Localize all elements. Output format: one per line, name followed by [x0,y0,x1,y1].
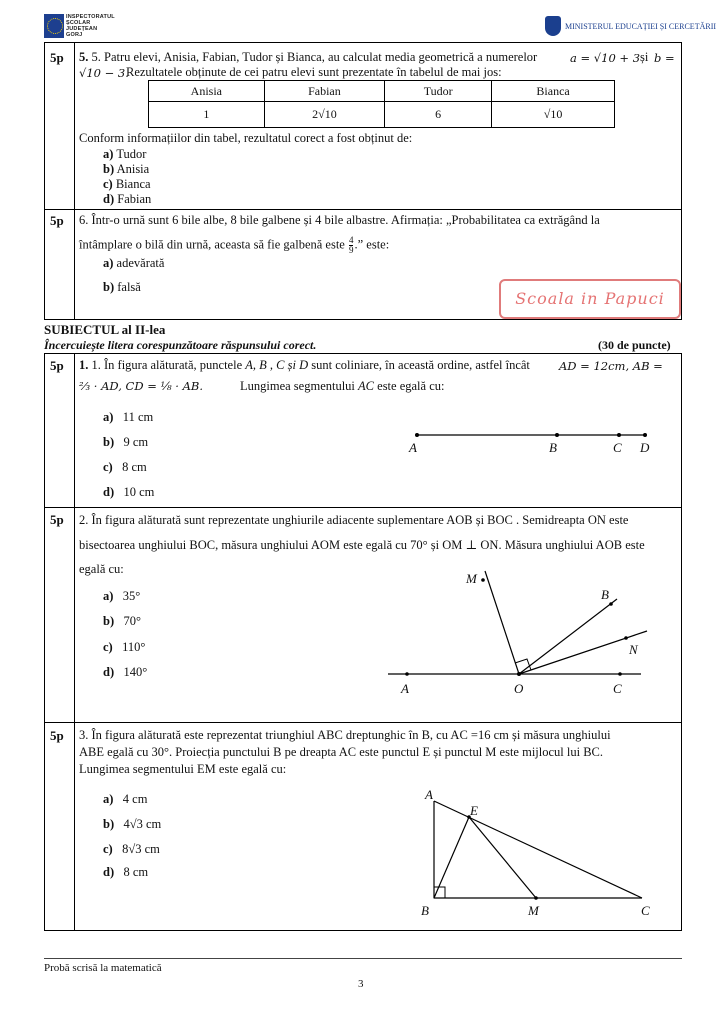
q5-option-a[interactable]: a) Tudor [103,147,147,161]
table-value-fabian: 2√10 [264,102,384,128]
p2q1-label-a: A [409,440,417,455]
q6-fraction: $\frac{4}{9}$ [348,235,354,255]
q5-option-d[interactable]: d) Fabian [103,192,152,206]
p2q2-option-c[interactable]: c) 110° [103,640,146,654]
p2q2-line2: bisectoarea unghiului BOC, măsura unghiului AOM este egală cu 70° și OM ⊥ ON. Măsura unghiului AOB este [79,538,645,552]
p2q1-label-b: B [549,440,557,455]
part2-score: (30 de puncte) [598,338,671,352]
p2q2-label-n: N [629,642,638,657]
footer-left: Probă scrisă la matematică [44,962,162,974]
p2q2-line1: 2. În figura alăturată sunt reprezentate unghiurile adiacente suplementare AOB și BOC . Semidreapta ON este [79,513,629,527]
q6-option-a[interactable]: a) adevărată [103,256,165,270]
table-value-anisia: 1 [149,102,265,128]
q5-and: și [640,50,649,64]
p2q1-line1-expr: AD = 12cm, AB = [559,359,663,373]
p2q3-line2: ABE egală cu 30°. Proiecția punctului B pe dreapta AC este punctul E și punctul M este mijlocul lui BC. [79,745,603,759]
q6-points: 5p [50,213,64,228]
table-value-bianca: √10 [492,102,615,128]
q6-line2-post: .” este: [354,237,390,252]
part2-instruction: Încercuiește litera corespunzătoare răspunsului corect. [44,338,317,352]
table-header-fabian: Fabian [264,81,384,102]
p2q1-line2-text: Lungimea segmentului AC este egală cu: [240,379,445,393]
p2q2-option-d[interactable]: d) 140° [103,665,148,679]
p2q1-option-d[interactable]: d) 10 cm [103,485,155,499]
q6-line1-text: 6. Într-o urnă sunt 6 bile albe, 8 bile galbene și 4 bile albastre. Afirmația: „Probabilitatea ca extrăgând la [79,213,600,227]
page-number: 3 [358,978,364,990]
q5-line2-text: Rezultatele obținute de cei patru elevi sunt prezentate în tabelul de mai jos: [126,65,502,79]
p2q2-line3: egală cu: [79,562,124,576]
q5-line1: 5. 5. Patru elevi, Anisia, Fabian, Tudor și Bianca, au calculat media geometrică a numerelor [79,50,538,64]
p2q3-label-a: A [425,787,433,802]
p2q1-label-c: C [613,440,622,455]
q6-line2-pre: întâmplare o bilă din urnă, aceasta să fie galbenă este [79,237,345,252]
inspectorate-logo-text: INSPECTORATUL ȘCOLAR JUDEȚEAN GORJ [66,14,115,38]
table-value-tudor: 6 [385,102,492,128]
p2q1-option-b[interactable]: b) 9 cm [103,435,149,449]
p2q3-option-b[interactable]: b) 4√3 cm [103,817,162,831]
p2q3-option-d[interactable]: d) 8 cm [103,865,149,879]
watermark-stamp: Scoala in Papuci [499,279,681,319]
q5-option-c[interactable]: c) Bianca [103,177,151,191]
footer-rule [44,958,682,959]
p2q1-option-a[interactable]: a) 11 cm [103,410,154,424]
table-header-tudor: Tudor [385,81,492,102]
p2q3-option-c[interactable]: c) 8√3 cm [103,842,160,856]
q5-points: 5p [50,50,64,65]
ministry-logo-text: MINISTERUL EDUCAȚIEI ȘI CERCETĂRII [565,22,717,31]
p2q1-points: 5p [50,358,64,373]
q5-option-b[interactable]: b) Anisia [103,162,150,176]
part2-title: SUBIECTUL al II-lea [44,322,166,337]
p2q1-label-d: D [640,440,650,455]
p2q3-line1: 3. În figura alăturată este reprezentat triunghiul ABC dreptunghic în B, cu AC =16 cm și măsura unghiului [79,728,611,742]
p2q3-label-c: C [641,903,650,918]
p2q2-label-o: O [514,681,524,696]
p2q3-points: 5p [50,728,64,743]
p2q2-option-a[interactable]: a) 35° [103,589,141,603]
p2q1-line1: 1. 1. În figura alăturată, punctele A, B , C și D sunt coliniare, în această ordine, astfel încât [79,358,530,372]
q5-prompt: Conform informațiilor din tabel, rezultatul corect a fost obținut de: [79,131,413,145]
p2q2-label-a: A [401,681,409,696]
p2q3-label-m: M [528,903,539,918]
p2q3-option-a[interactable]: a) 4 cm [103,792,148,806]
p2q1-line2-expr: ⅔ · AD, CD = ⅛ · AB. [79,379,204,393]
p2q3-line3: Lungimea segmentului EM este egală cu: [79,762,287,776]
q5-b-expr: b = [654,51,675,65]
p2q3-label-b: B [421,903,429,918]
q5-line1-text: 5. Patru elevi, Anisia, Fabian, Tudor și Bianca, au calculat media geometrică a numerelor [91,50,538,64]
p2q3-label-e: E [470,803,478,818]
table-header-anisia: Anisia [149,81,265,102]
p2q2-label-b: B [601,587,609,602]
p2q2-label-c: C [613,681,622,696]
p2q2-points: 5p [50,512,64,527]
q5-line2-expr: √10 − 3. [79,66,129,80]
q5-a-expr: a = √10 + 3 [570,51,641,65]
q6-option-b[interactable]: b) falsă [103,280,141,294]
table-header-bianca: Bianca [492,81,615,102]
p2q1-option-c[interactable]: c) 8 cm [103,460,147,474]
p2q2-label-m: M [466,571,477,586]
p2q2-option-b[interactable]: b) 70° [103,614,141,628]
